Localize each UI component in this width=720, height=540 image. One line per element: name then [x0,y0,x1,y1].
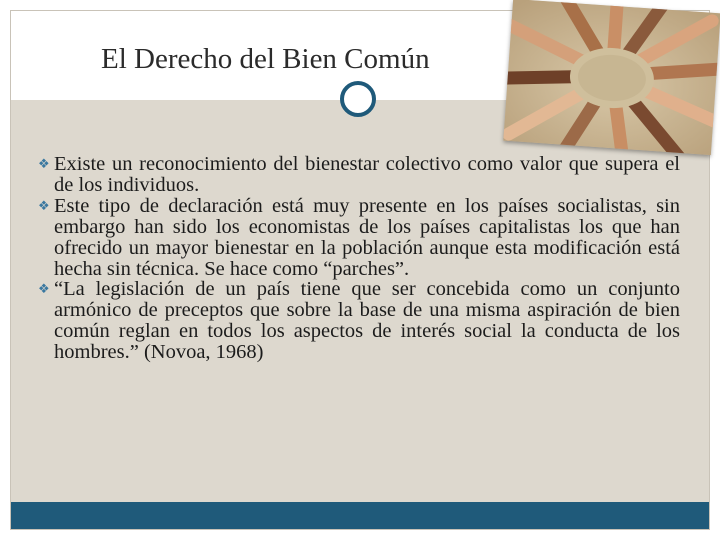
hands-circle-illustration [503,0,720,155]
diamond-bullet-icon: ❖ [38,197,50,213]
diamond-bullet-icon: ❖ [38,281,50,297]
bullet-text: Existe un reconocimiento del bienestar colectivo como valor que supera el de los individuos. [54,153,680,196]
footer-band [11,502,709,529]
circle-divider-icon [340,81,376,117]
bullet-text: Este tipo de declaración está muy presente en los países socialistas, sin embargo han sido los economistas de los países capitalistas los que han ofrecido un mayor bienestar en la población aunque esta modificación está hecha sin técnica. Se hace como “parches”. [54,194,680,280]
slide-title: El Derecho del Bien Común [101,43,430,75]
diamond-bullet-icon: ❖ [38,156,50,171]
bullet-item [38,279,680,363]
bullet-item [38,196,680,280]
body-text [38,154,680,363]
bullet-text: “La legislación de un país tiene que ser concebida como un conjunto armónico de preceptos que sobre la base de una misma aspiración de bien común reglan en todos los aspectos de interés social la conducta de los hombres.” (Novoa, 1968) [54,278,680,364]
bullet-item [38,154,680,196]
hands-circle-photo [503,0,720,155]
